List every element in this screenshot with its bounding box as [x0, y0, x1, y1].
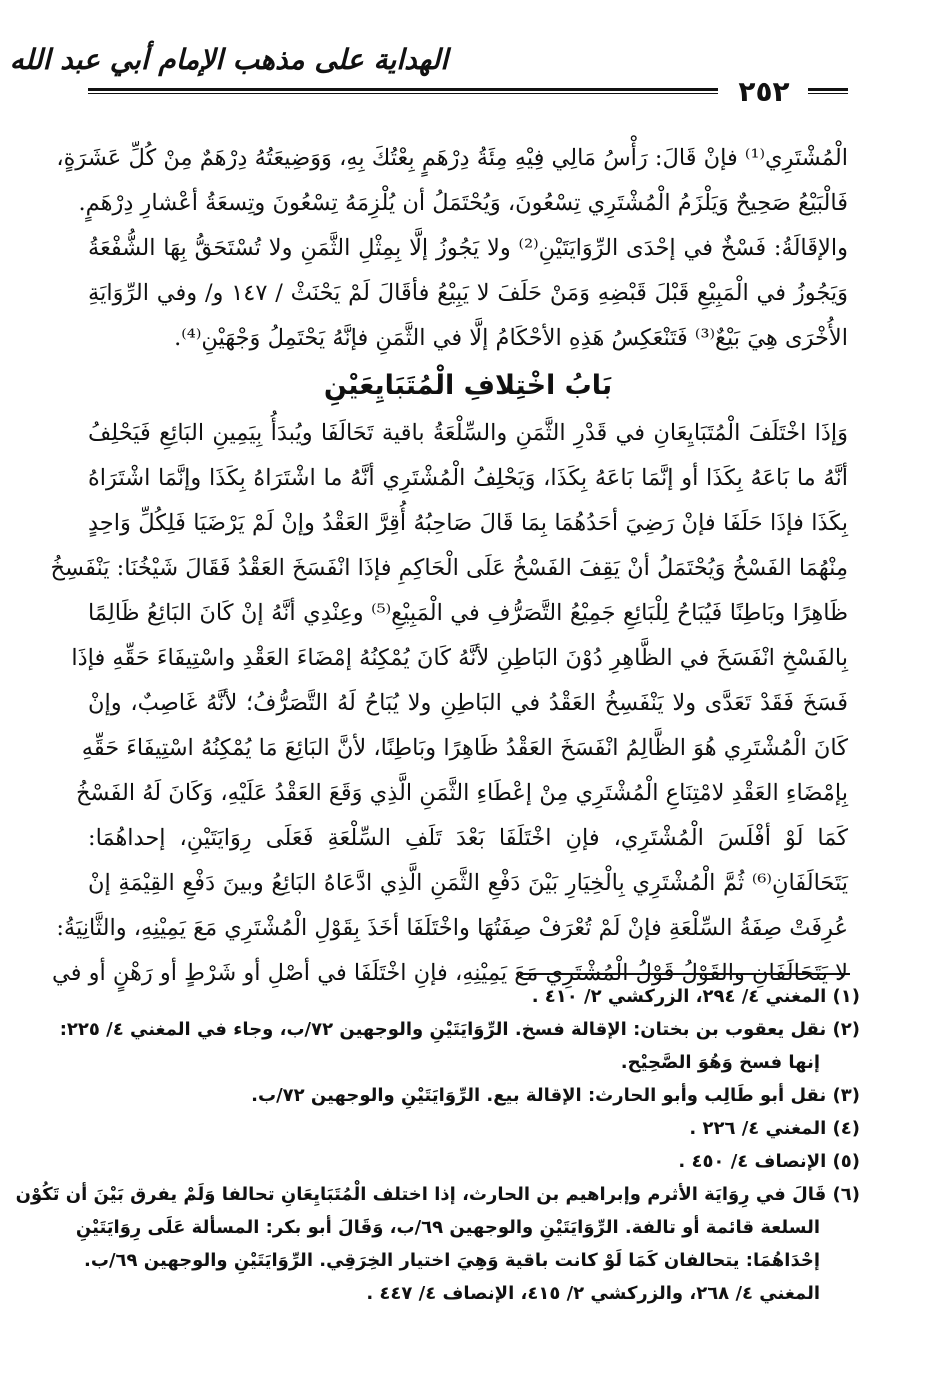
- text-line: مِنْهُمَا الفَسْخُ وَيُحْتَمَلُ أنْ يَقِفَ الفَسْخُ عَلَى الْحَاكِمِ فإذَا انْفَسَخَ العَقْدُ فَقَالَ شَيْخُنَا: يَنْفَسِخُ: [50, 555, 848, 581]
- text-line: بِكَذَا فإذَا حَلَفَا فإنْ رَضِيَ أحَدُهُمَا بِمَا قَالَ صَاحِبُهُ أُقِرَّ العَقْدُ وإنْ لَمْ يَرْضَيَا فَلِكُلِّ وَاحِدٍ: [88, 510, 848, 536]
- text-line: لا يَتَحَالَفَانِ والقَوْلُ قَوْلُ الْمُشْتَرِي مَعَ يَمِيْنِهِ، فإنِ اخْتَلَفَا في أصْلِ أو شَرْطٍ أو رَهْنٍ أو في: [51, 960, 848, 986]
- page-number: ٢٥٢: [738, 75, 790, 108]
- text-line: كَانَ الْمُشْتَرِي هُوَ الظَّالِمُ انْفَسَخَ العَقْدُ ظَاهِرًا وبَاطِنًا، لأنَّ البَائِعَ مَا يُمْكِنُهُ اسْتِيفَاءَ حَقِّهِ: [81, 735, 848, 761]
- text-line: والإقَالَةُ: فَسْخٌ في إحْدَى الرِّوَايَتَيْنِ⁽²⁾ ولا يَجُوزُ إلَّا بِمِثْلِ الثَّمَنِ ولا تُسْتَحَقُّ بِهَا الشُّفْعَةُ: [88, 235, 848, 261]
- text-line: وَيَجُوزُ في الْمَبِيْعِ قَبْلَ قَبْضِهِ وَمَنْ حَلَفَ لا يَبِيْعُ فأقَالَ لَمْ يَحْنَثْ / ١٤٧ و/ وفي الرِّوَايَةِ: [88, 280, 848, 306]
- text-line: كَمَا لَوْ أفْلَسَ الْمُشْتَرِي، فإنِ اخْتَلَفَا بَعْدَ تَلَفِ السِّلْعَةِ فَعَلَى رِوَايَتَيْنِ، إحداهُمَا:: [88, 825, 848, 851]
- footnote-6-continued: المغني ٤/ ٢٦٨، والزركشي ٢/ ٤١٥، الإنصاف ٤/ ٤٤٧ .: [366, 1283, 820, 1304]
- text-line: الْمُشْتَرِي⁽¹⁾ فإنْ قَالَ: رَأْسُ مَالِي فِيْهِ مِئَةُ دِرْهَمٍ بِعْتُكَ بِهِ، وَوَضِيعَتُهُ دِرْهَمٌ مِنْ كُلِّ عَشَرَةٍ،: [56, 145, 848, 171]
- footnote-divider: [520, 973, 850, 975]
- footnote-6-continued: السلعة قائمة أو تالفة. الرِّوَايَتَيْنِ والوجهين ٦٩/ب، وَقَالَ أبو بكر: المسألة عَلَى رِوَايَتَيْنِ: [75, 1217, 820, 1238]
- footnote-3: (٣) نقل أبو طَالِب وأبو الحارث: الإقالة بيع. الرِّوَايَتَيْنِ والوجهين ٧٢/ب.: [251, 1085, 860, 1106]
- text-line: بِإمْضَاءِ العَقْدِ لامْتِنَاعِ الْمُشْتَرِي مِنْ إعْطَاءِ الثَّمَنِ الَّذِي وَقَعَ العَقْدُ عَلَيْهِ، وَكَانَ لَهُ الفَسْخُ: [76, 780, 848, 806]
- text-line: بِالفَسْخِ انْفَسَخَ في الظَّاهِرِ دُوْنَ البَاطِنِ لأنَّهُ كَانَ يُمْكِنُهُ إمْضَاءَ العَقْدِ واسْتِيفَاءَ حَقِّهِ فإذَا: [71, 645, 848, 671]
- header-rule-right: [808, 88, 848, 94]
- book-title: الهداية على مذهب الإمام أبي عبد الله: [9, 43, 448, 76]
- text-line: وَإذَا اخْتَلَفَ الْمُتَبَايِعَانِ في قَدْرِ الثَّمَنِ والسِّلْعَةُ باقية تَحَالَفَا ويُبدَأُ بِيَمِينِ البَائِعِ فَيَحْلِفُ: [88, 420, 848, 446]
- footnote-4: (٤) المغني ٤/ ٢٢٦ .: [689, 1118, 860, 1139]
- text-line: فَالْبَيْعُ صَحِيحٌ وَيَلْزَمُ الْمُشْتَرِي تِسْعُونَ، وَيُحْتَمَلُ أن يُلْزِمَهُ تِسْعُونَ وتِسعَةُ أعْشارِ دِرْهَمٍ.: [78, 190, 848, 216]
- section-heading: بَابُ اخْتِلافِ الْمُتَبَايِعَيْنِ: [323, 370, 613, 401]
- text-line: الأُخْرَى هِيَ بَيْعٌ⁽³⁾ فَتَنْعَكِسُ هَذِهِ الأحْكَامُ إلَّا في الثَّمَنِ فإنَّهُ يَحْتَمِلُ وَجْهَيْنِ⁽⁴⁾.: [174, 325, 848, 351]
- main-text: [50, 136, 849, 996]
- text-line: يَتَحَالَفَانِ⁽⁶⁾ ثُمَّ الْمُشْتَرِي بِالْخِيَارِ بَيْنَ دَفْعِ الثَّمَنِ الَّذِي ادَّعَاهُ البَائِعُ وبينَ دَفْعِ القِيْمَةِ إنْ: [88, 870, 848, 896]
- text-line: ظَاهِرًا وبَاطِنًا فَيُبَاحُ لِلْبَائِعِ جَمِيْعُ التَّصَرُّفِ في الْمَبِيْعِ⁽⁵⁾ وعِنْدِي أنَّهُ إنْ كَانَ البَائِعُ ظَالِمًا: [88, 600, 849, 626]
- header-rule-left: [88, 88, 718, 94]
- text-line: أنَّهُ ما بَاعَهُ بِكَذَا أو إنَّمَا بَاعَهُ بِكَذَا، وَيَحْلِفُ الْمُشْتَرِي أنَّهُ ما اشْتَرَاهُ بِكَذَا وإنَّمَا اشْتَرَاهُ: [88, 465, 848, 491]
- page-header: [9, 40, 848, 130]
- footnotes: [15, 980, 860, 1310]
- footnote-2: (٢) نقل يعقوب بن بختان: الإقالة فسخ. الرِّوَايَتَيْنِ والوجهين ٧٢/ب، وجاء في المغني ٤/ ٢٢٥:: [59, 1019, 860, 1040]
- text-line: عُرِفَتْ صِفَةُ السِّلْعَةِ فإنْ لَمْ تُعْرَفْ صِفَتُهَا واخْتَلَفَا أخَذَ بِقَوْلِ الْمُشْتَرِي مَعَ يَمِيْنِهِ، والثَّانِيَةُ:: [56, 915, 848, 941]
- footnote-6: (٦) قَالَ في رِوَايَة الأثرم وإبراهيم بن الحارث، إذا اختلف الْمُتَبَايِعَانِ تحالفا وَلَمْ يفرق بَيْنَ أن تَكُوْن: [15, 1184, 860, 1205]
- footnote-2-continued: إنها فسخ وَهُوَ الصَّحِيْح.: [620, 1052, 820, 1073]
- footnote-6-continued: إحْدَاهُمَا: يتحالفان كَمَا لَوْ كانت باقية وَهِيَ اختيار الخِرَقِي. الرِّوَايَتَيْنِ والوجهين ٦٩/ب.: [84, 1250, 820, 1271]
- footnote-5: (٥) الإنصاف ٤/ ٤٥٠ .: [678, 1151, 860, 1172]
- text-line: فَسَخَ فَقَدْ تَعَدَّى ولا يَنْفَسِخُ العَقْدُ في البَاطِنِ ولا يُبَاحُ لَهُ التَّصَرُّفُ؛ لأنَّهُ غَاصِبٌ، وإنْ: [88, 690, 848, 716]
- footnote-1: (١) المغني ٤/ ٢٩٤، الزركشي ٢/ ٤١٠ .: [531, 986, 860, 1007]
